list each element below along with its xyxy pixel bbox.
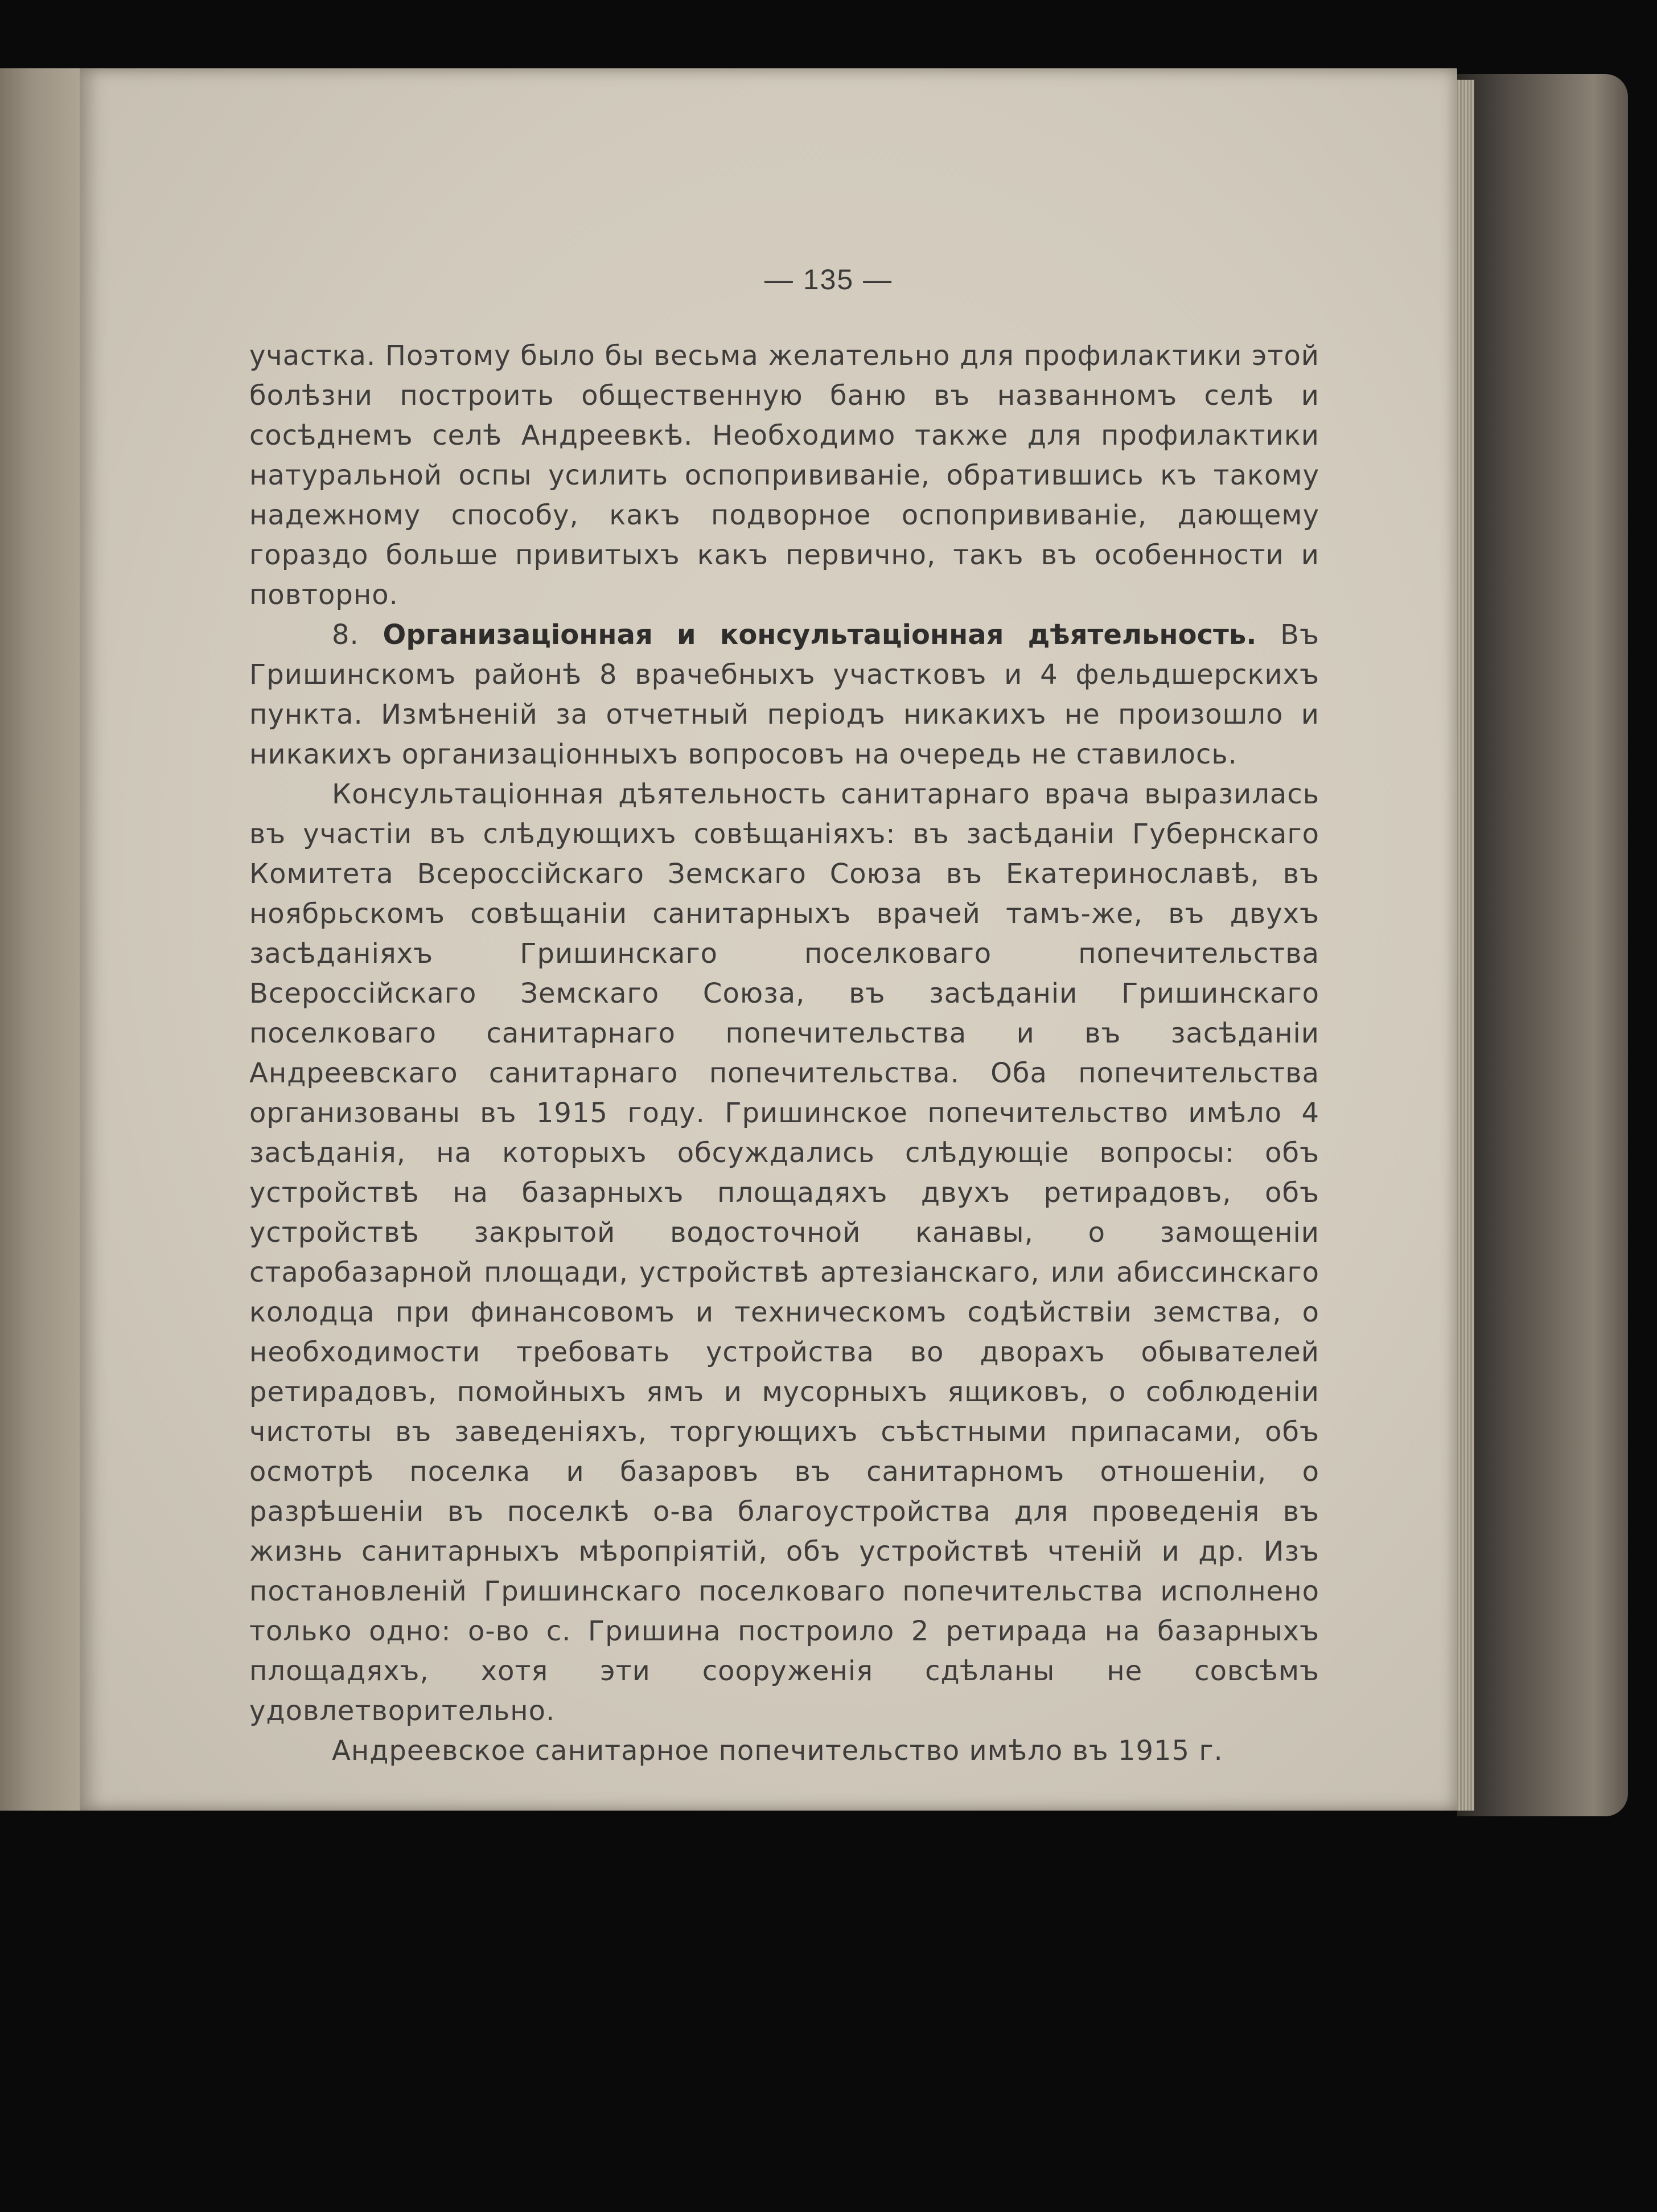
left-page-edge xyxy=(0,68,85,1811)
book-cover-edge xyxy=(1457,74,1628,1816)
paragraph-prophylaxis: участка. Поэтому было бы весьма желательно для профилактики этой болѣзни построить общественную баню въ названномъ селѣ и сосѣднемъ селѣ Андреевкѣ. Необходимо также для профилактики натуральной оспы усилить оспопрививаніе, обратившись къ такому надежному способу, какъ подворное оспопрививаніе, дающему гораздо больше привитыхъ какъ первично, такъ въ особенности и повторно. xyxy=(249,340,1319,611)
page-body xyxy=(249,336,1319,1771)
section-number: 8. xyxy=(332,619,359,651)
page-number: — 135 — xyxy=(764,264,893,296)
section-heading: Организаціонная и консультаціонная дѣятельность. xyxy=(383,619,1257,651)
paragraph-consultation: Консультаціонная дѣятельность санитарнаго врача выразилась въ участіи въ слѣдующихъ совѣщаніяхъ: въ засѣданіи Губернскаго Комитета Всероссійскаго Земскаго Союза въ Екатеринославѣ, въ ноябрьскомъ совѣщаніи санитарныхъ врачей тамъ-же, въ двухъ засѣданіяхъ Гришинскаго поселковаго попечительства Всероссійскаго Земскаго Союза, въ засѣданіи Гришинскаго поселковаго санитарнаго попечительства и въ засѣданіи Андреевскаго санитарнаго попечительства. Оба попечительства организованы въ 1915 году. Гришинское попечительство имѣло 4 засѣданія, на которыхъ обсуждались слѣдующіе вопросы: объ устройствѣ на базарныхъ площадяхъ двухъ ретирадовъ, объ устройствѣ закрытой водосточной канавы, о замощеніи старобазарной площади, устройствѣ артезіанскаго, или абиссинскаго колодца при финансовомъ и техническомъ содѣйствіи земства, о необходимости требовать устройства во дворахъ обывателей ретирадовъ, помойныхъ ямъ и мусорныхъ ящиковъ, о соблюденіи чистоты въ заведеніяхъ, торгующихъ съѣстными припасами, объ осмотрѣ поселка и базаровъ въ санитарномъ отношеніи, о разрѣшеніи въ поселкѣ о-ва благоустройства для проведенія въ жизнь санитарныхъ мѣропріятій, объ устройствѣ чтеній и др. Изъ постановленій Гришинскаго поселковаго попечительства исполнено только одно: о-во с. Гришина построило 2 ретирада на базарныхъ площадяхъ, хотя эти сооруженія сдѣланы не совсѣмъ удовлетворительно. xyxy=(249,778,1319,1727)
section-text: Въ Гришинскомъ районѣ 8 врачебныхъ участковъ и 4 фельдшерскихъ пункта. Измѣненій за отчетный періодъ никакихъ не произошло и никакихъ организаціонныхъ вопросовъ на очередь не ставилось. xyxy=(249,619,1319,770)
paragraph-organization xyxy=(249,615,1319,774)
paragraph-andreevka: Андреевское санитарное попечительство имѣло въ 1915 г. xyxy=(332,1735,1223,1767)
